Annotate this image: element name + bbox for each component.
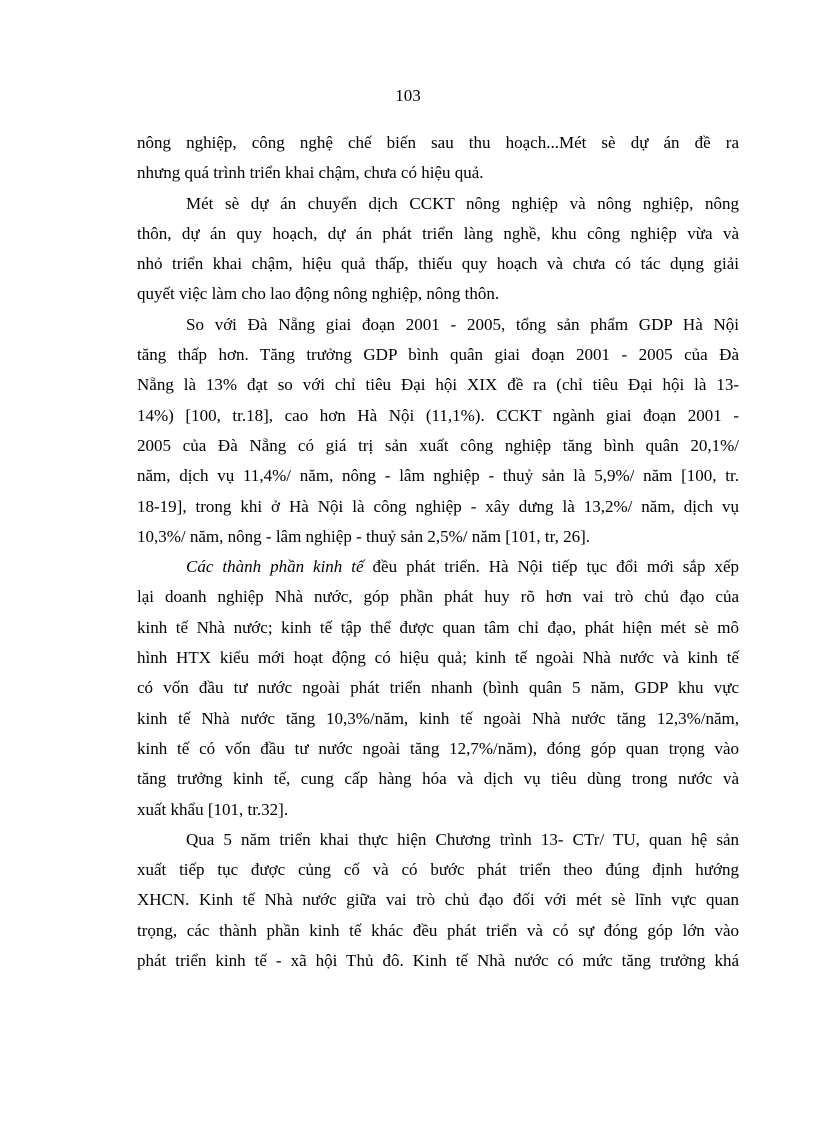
- line-text: có vốn đầu tư nước ngoài phát triển nhanh (bình quân 5 năm, GDP khu vực: [137, 678, 739, 698]
- text-line: [137, 764, 739, 794]
- line-text: phát triển kinh tế - xã hội Thủ đô. Kinh tế Nhà nước có mức tăng trưởng khá: [137, 951, 739, 971]
- text-line: [137, 310, 739, 340]
- text-line: [137, 249, 739, 279]
- text-line: [137, 734, 739, 764]
- line-text: lại doanh nghiệp Nhà nước, góp phần phát huy rõ hơn vai trò chủ đạo của: [137, 587, 739, 607]
- text-line: [137, 128, 739, 158]
- line-text: kinh tế Nhà nước tăng 10,3%/năm, kinh tế ngoài Nhà nước tăng 12,3%/năm,: [137, 708, 739, 728]
- text-line: [137, 522, 739, 552]
- line-text: Nẵng là 13% đạt so với chỉ tiêu Đại hội XIX đề ra (chỉ tiêu Đại hội là 13-: [137, 375, 739, 395]
- line-text: kinh tế Nhà nước; kinh tế tập thể được quan tâm chỉ đạo, phát hiện mét sè mô: [137, 617, 739, 637]
- text-line: [137, 189, 739, 219]
- text-line: [137, 825, 739, 855]
- line-text: kinh tế có vốn đầu tư nước ngoài tăng 12,7%/năm), đóng góp quan trọng vào: [137, 738, 739, 758]
- text-line: [137, 795, 739, 825]
- line-text: nông nghiệp, công nghệ chế biến sau thu hoạch...Mét sè dự án đề ra: [137, 133, 739, 152]
- text-line: [137, 492, 739, 522]
- line-text: 2005 của Đà Nẵng có giá trị sản xuất công nghiệp tăng bình quân 20,1%/: [137, 435, 739, 455]
- text-line: [137, 885, 739, 915]
- text-line: [137, 855, 739, 885]
- line-text: nhỏ triển khai chậm, hiệu quả thấp, thiếu quy hoạch và chưa có tác dụng giải: [137, 254, 739, 274]
- line-text: XHCN. Kinh tế Nhà nước giữa vai trò chủ đạo đối với mét sè lĩnh vực quan: [137, 890, 739, 910]
- line-text: 18-19], trong khi ở Hà Nội là công nghiệp - xây dưng là 13,2%/ năm, dịch vụ: [137, 496, 739, 516]
- line-text: đều phát triển. Hà Nội tiếp tục đổi mới sắp xếp: [363, 557, 739, 577]
- text-line: [137, 401, 739, 431]
- text-line: [137, 643, 739, 673]
- line-text: hình HTX kiểu mới hoạt động có hiệu quả; kinh tế ngoài Nhà nước và kinh tế: [137, 648, 739, 668]
- text-line: [137, 431, 739, 461]
- line-text: tăng trưởng kinh tế, cung cấp hàng hóa và dịch vụ tiêu dùng trong nước và: [137, 769, 739, 789]
- body-text: [137, 128, 739, 976]
- line-text: tăng thấp hơn. Tăng trưởng GDP bình quân giai đoạn 2001 - 2005 của Đà: [137, 345, 739, 365]
- text-line: [137, 946, 739, 976]
- text-line: [137, 582, 739, 612]
- text-line: [137, 340, 739, 370]
- line-text: 10,3%/ năm, nông - lâm nghiệp - thuỷ sản 2,5%/ năm [101, tr, 26].: [137, 526, 591, 546]
- line-text: năm, dịch vụ 11,4%/ năm, nông - lâm nghiệp - thuỷ sản là 5,9%/ năm [100, tr.: [137, 466, 739, 486]
- text-line: [137, 704, 739, 734]
- line-text: 14%) [100, tr.18], cao hơn Hà Nội (11,1%). CCKT ngành giai đoạn 2001 -: [137, 405, 739, 425]
- text-line: [137, 613, 739, 643]
- text-line: [137, 219, 739, 249]
- line-text: trọng, các thành phần kinh tế khác đều phát triển và có sự đóng góp lớn vào: [137, 920, 739, 940]
- line-text: nhưng quá trình triển khai chậm, chưa có hiệu quả.: [137, 163, 484, 183]
- line-text: quyết việc làm cho lao động nông nghiệp, nông thôn.: [137, 284, 500, 304]
- line-text: So với Đà Nẵng giai đoạn 2001 - 2005, tổng sản phẩm GDP Hà Nội: [186, 314, 739, 334]
- italic-phrase: Các thành phần kinh tế: [186, 557, 364, 577]
- text-line: [137, 916, 739, 946]
- text-line: [137, 370, 739, 400]
- text-line: [137, 673, 739, 703]
- line-text: Qua 5 năm triển khai thực hiện Chương trình 13- CTr/ TU, quan hệ sản: [186, 829, 739, 849]
- text-line: [137, 158, 739, 188]
- line-text: xuất tiếp tục được củng cố và có bước phát triển theo đúng định hướng: [137, 860, 739, 880]
- line-text: xuất khẩu [101, tr.32].: [137, 799, 289, 819]
- text-line: [137, 279, 739, 309]
- text-line: [137, 461, 739, 491]
- line-text: Mét sè dự án chuyển dịch CCKT nông nghiệp và nông nghiệp, nông: [186, 193, 739, 213]
- text-line: [137, 552, 739, 582]
- line-text: thôn, dự án quy hoạch, dự án phát triển làng nghề, khu công nghiệp vừa và: [137, 223, 739, 243]
- page-number: 103: [395, 86, 421, 105]
